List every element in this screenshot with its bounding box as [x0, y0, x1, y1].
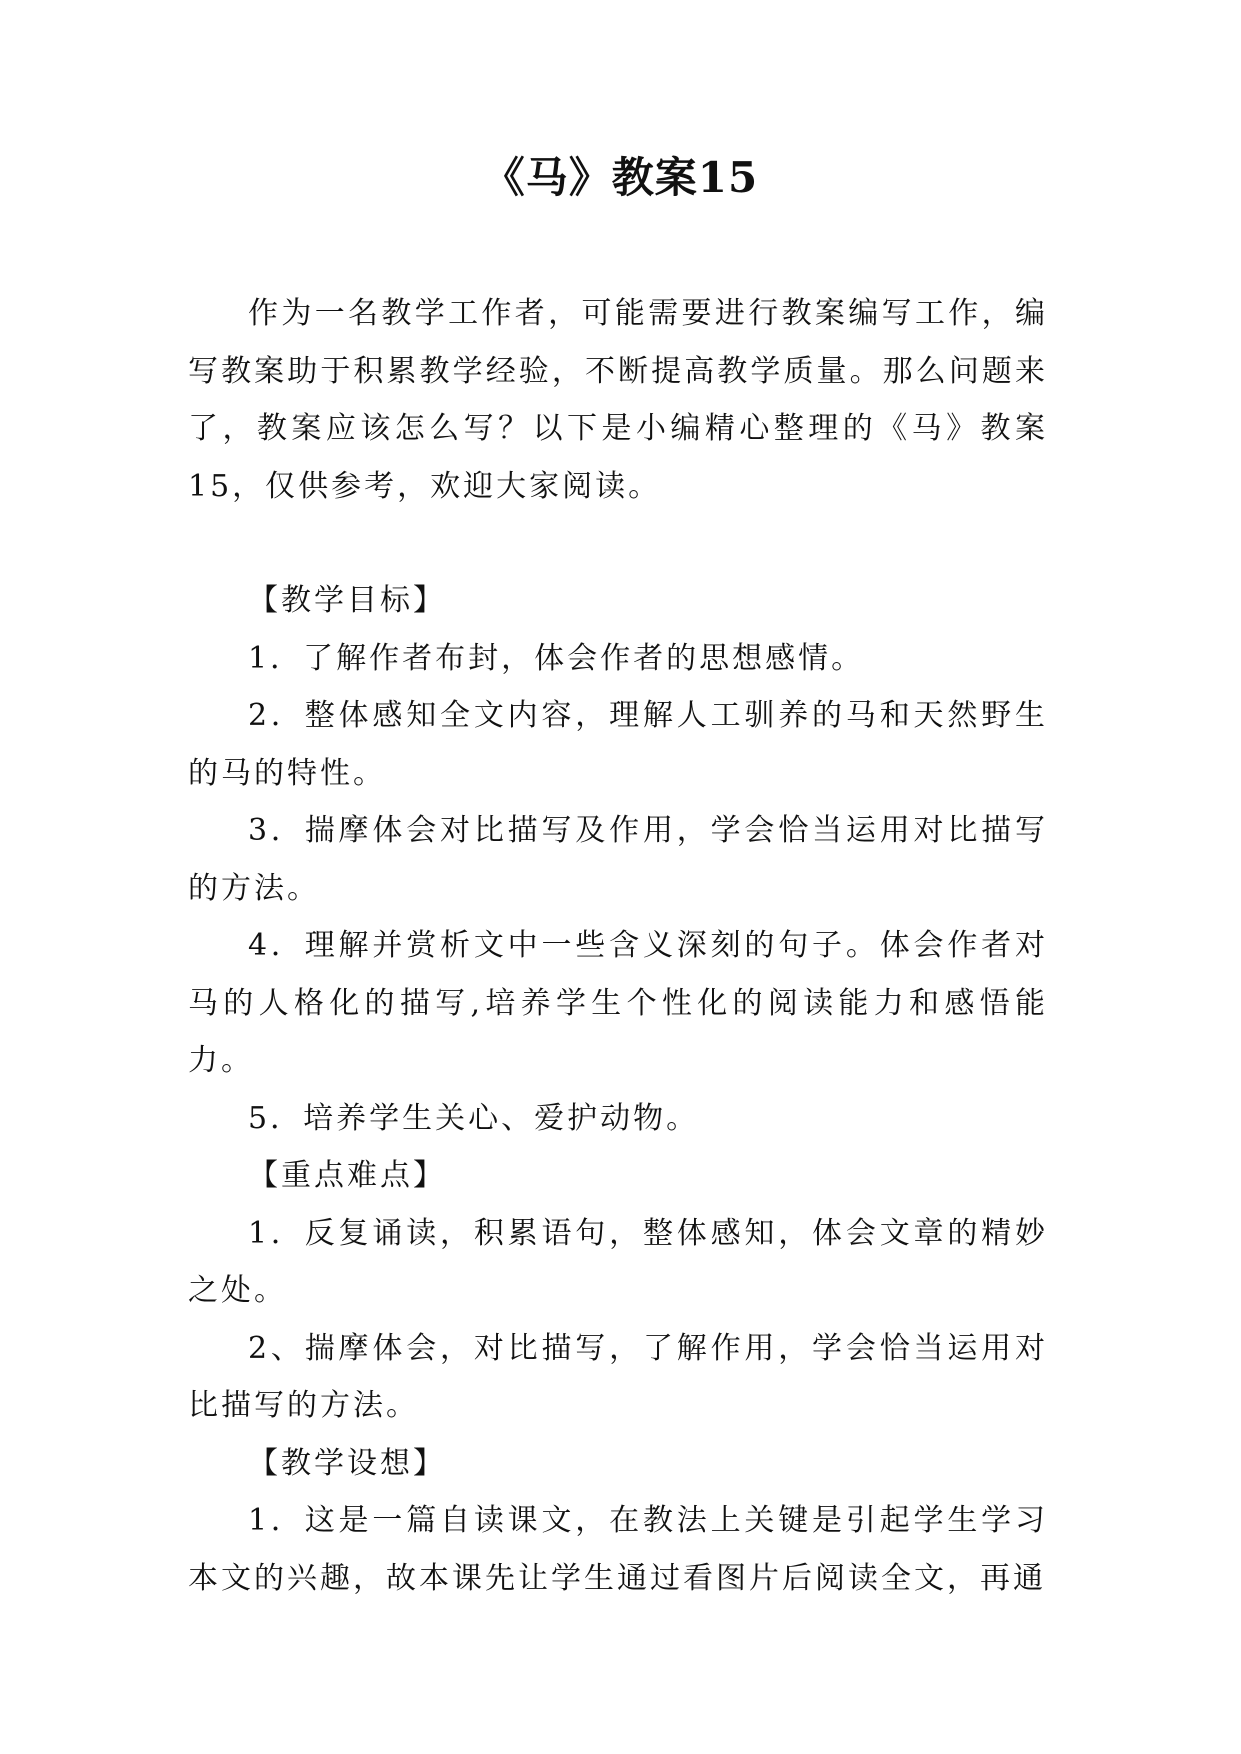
- intro-paragraph: 作为一名教学工作者，可能需要进行教案编写工作，编写教案助于积累教学经验，不断提高教学质量。那么问题来了，教案应该怎么写？以下是小编精心整理的《马》教案15，仅供参考，欢迎大家阅读。: [188, 296, 1048, 504]
- goal-item-2: 2．整体感知全文内容，理解人工驯养的马和天然野生的马的特性。: [188, 698, 1048, 791]
- key-point-item-1: 1．反复诵读，积累语句，整体感知，体会文章的精妙之处。: [188, 1215, 1048, 1308]
- section-heading-key-points: 【重点难点】: [248, 1158, 446, 1193]
- section-heading-teaching-design: 【教学设想】: [248, 1445, 446, 1481]
- document-body: [188, 285, 1048, 1607]
- document-title: 《马》教案15: [482, 153, 759, 202]
- goal-item-1: 1．了解作者布封，体会作者的思想感情。: [248, 640, 865, 676]
- goal-item-5: 5．培养学生关心、爱护动物。: [248, 1100, 700, 1136]
- goal-item-4: 4．理解并赏析文中一些含义深刻的句子。体会作者对马的人格化的描写,培养学生个性化的阅读能力和感悟能力。: [188, 928, 1048, 1078]
- goal-item-3: 3．揣摩体会对比描写及作用，学会恰当运用对比描写的方法。: [188, 813, 1048, 906]
- section-heading-teaching-goals: 【教学目标】: [248, 583, 446, 618]
- design-item-1: 1．这是一篇自读课文，在教法上关键是引起学生学习本文的兴趣，故本课先让学生通过看图片后阅读全文，再通: [188, 1503, 1048, 1596]
- key-point-item-2: 2、揣摩体会，对比描写，了解作用，学会恰当运用对比描写的方法。: [188, 1330, 1048, 1423]
